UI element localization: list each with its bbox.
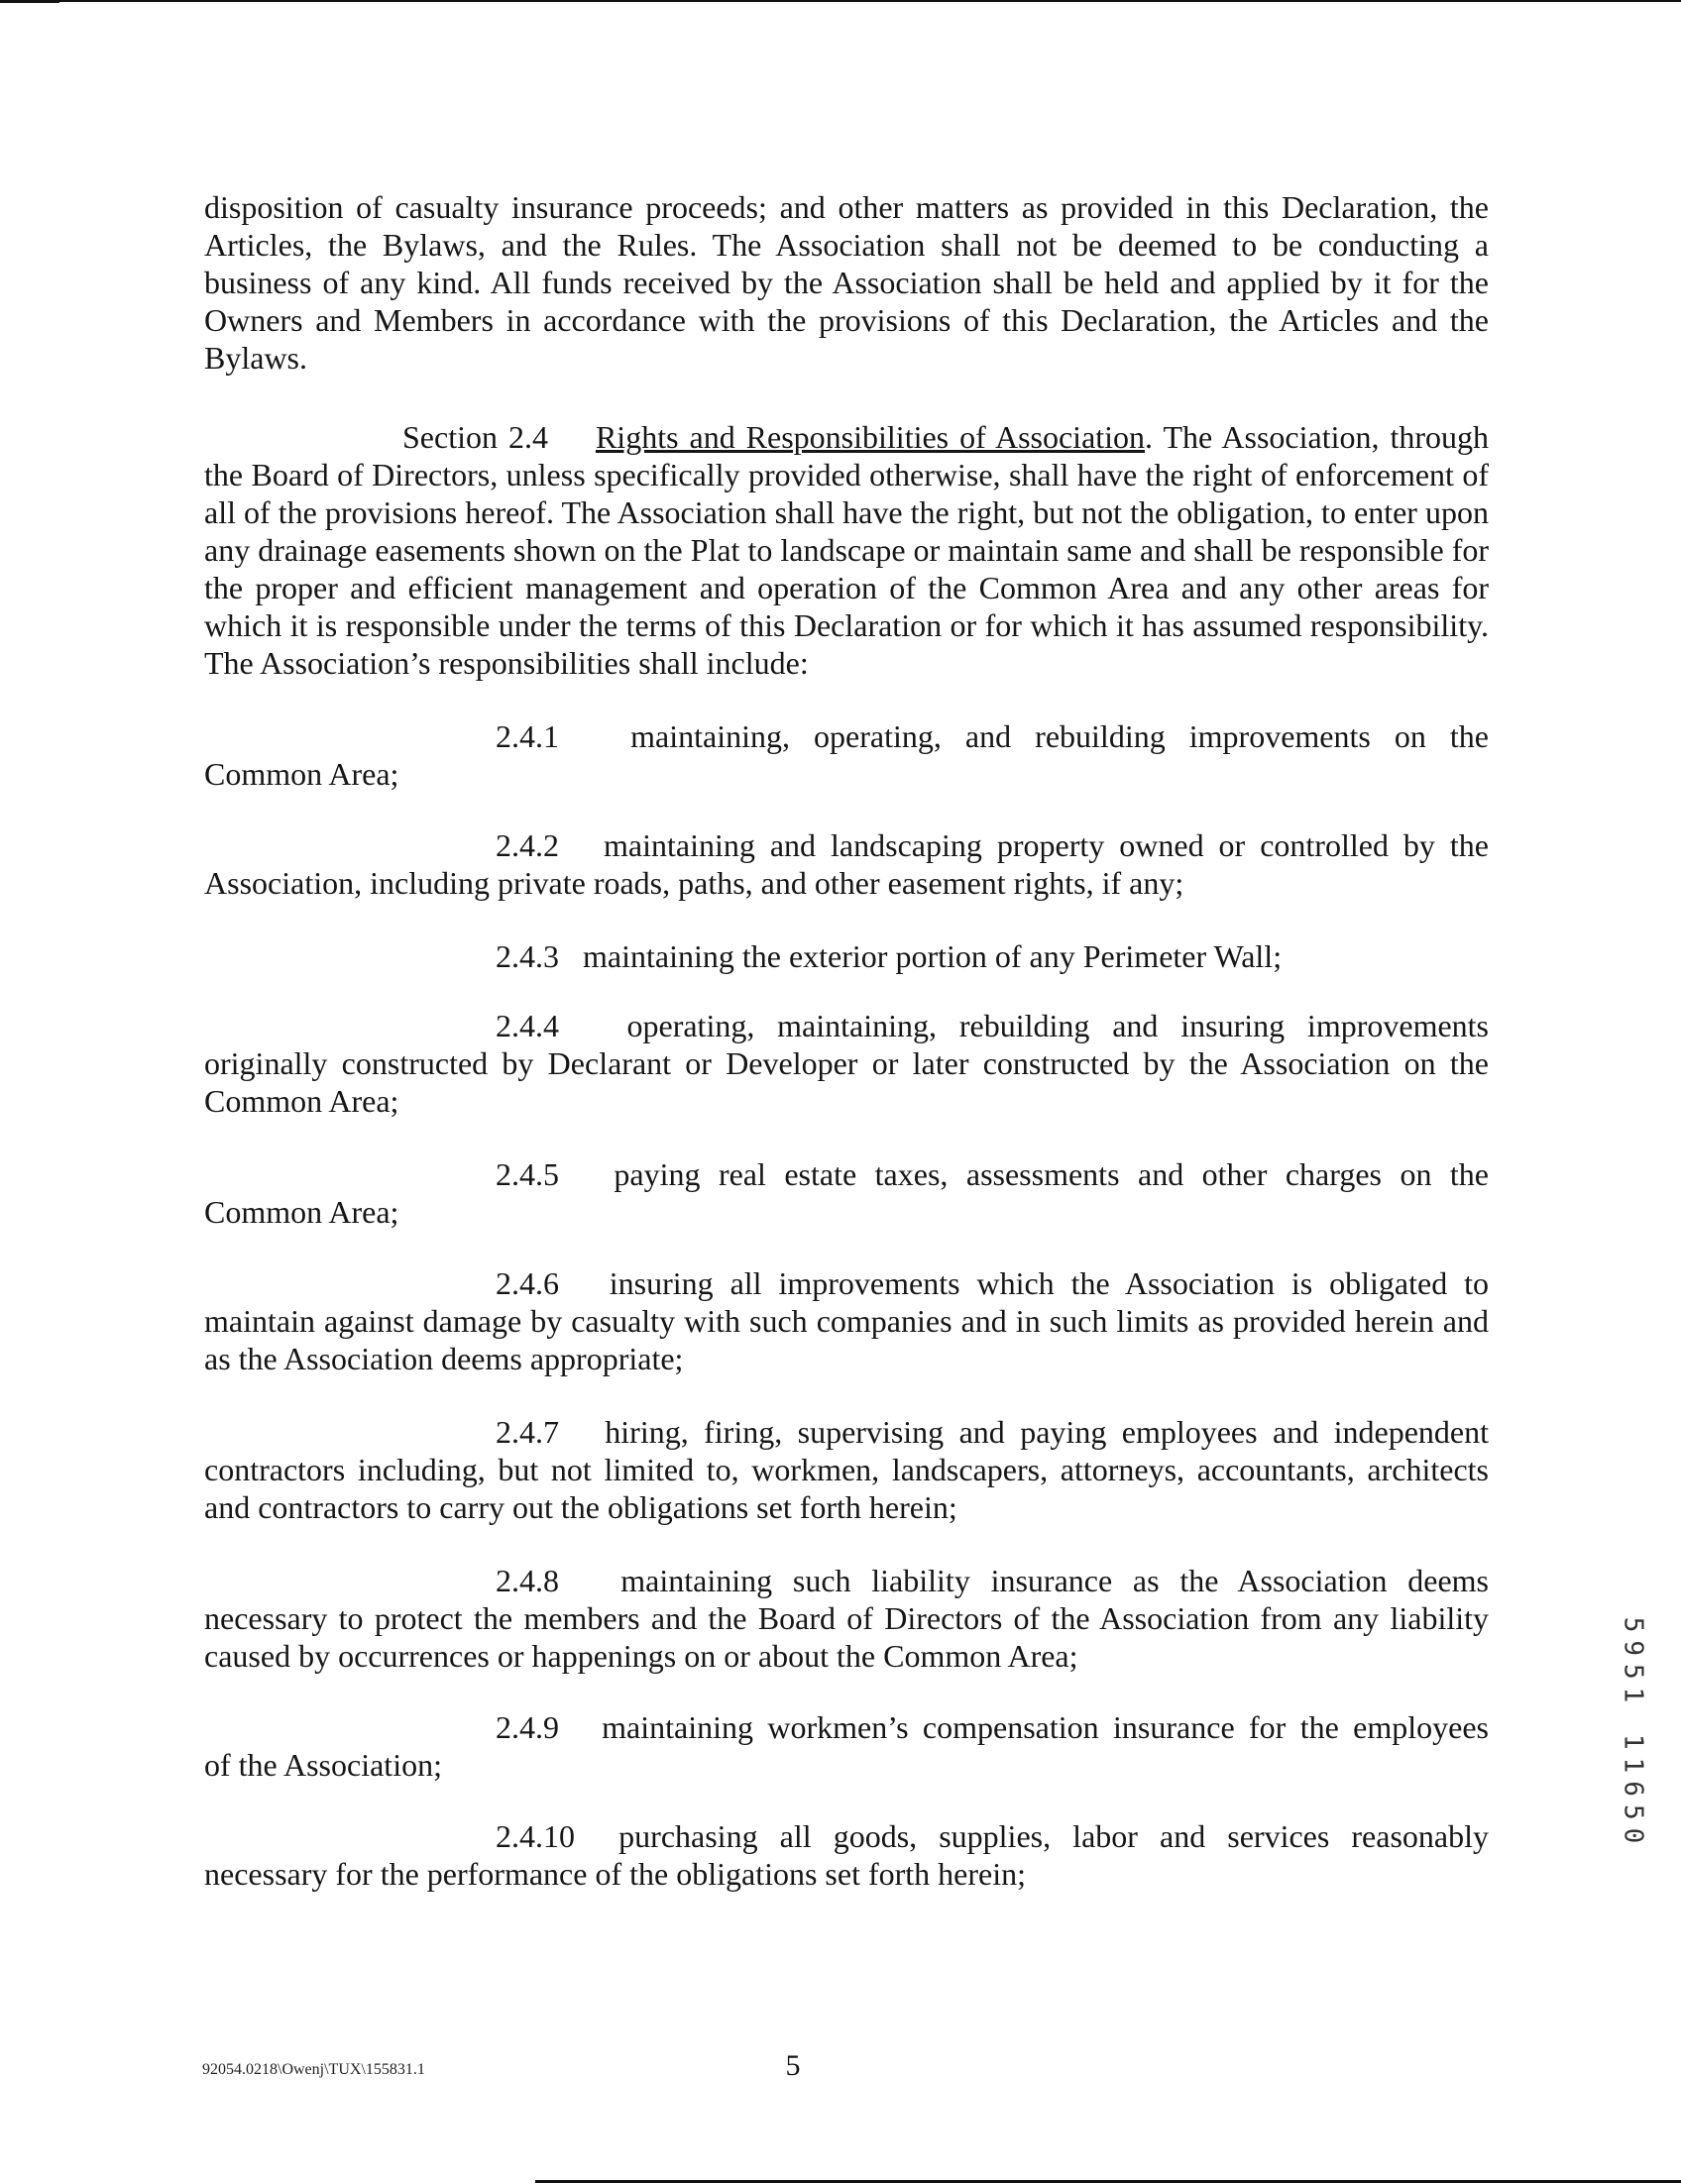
list-item [204,1264,1489,1377]
item-number: 2.4.2 [496,827,559,863]
scan-bottom-edge [535,2180,1681,2183]
list-item [204,1562,1489,1675]
item-first-line [204,1264,1489,1302]
item-continuation: necessary to protect the members and the Board of Directors of the Association from any liability caused by occurrences or happenings on or about the Common Area; [204,1600,1489,1674]
item-first-line [204,1562,1489,1599]
item-text: maintaining such liability insurance as the Association deems [620,1563,1489,1598]
item-number: 2.4.6 [496,1265,559,1301]
item-text: hiring, firing, supervising and paying employees and independent [605,1414,1490,1450]
item-first-line [204,1817,1489,1855]
item-first-line [204,937,1489,975]
item-first-line [204,717,1489,755]
list-item [204,1817,1489,1893]
item-continuation: of the Association; [204,1747,442,1783]
scan-top-edge [0,0,1681,2]
item-text: operating, maintaining, rebuilding and insuring improvements [626,1008,1490,1043]
continuation-paragraph: disposition of casualty insurance proceeds; and other matters as provided in this Declaration, the Articles, the Bylaws, and the Rules. The Association shall not be deemed to be conducting a business of any kind. All funds received by the Association shall be held and applied by it for the Owners and Members in accordance with the provisions of this Declaration, the Articles and the Bylaws. [204,189,1489,376]
item-text: maintaining the exterior portion of any Perimeter Wall; [583,938,1283,974]
item-continuation: Association, including private roads, paths, and other easement rights, if any; [204,865,1184,901]
list-item [204,1413,1489,1526]
item-text: maintaining and landscaping property owned or controlled by the [603,827,1490,863]
item-number: 2.4.3 [496,938,559,974]
page-number: 5 [785,2049,801,2082]
list-item [204,1155,1489,1231]
item-text: purchasing all goods, supplies, labor and services reasonably [618,1818,1490,1854]
recording-stamp [1618,1566,1648,1903]
list-item [204,937,1489,975]
item-continuation: Common Area; [204,756,399,792]
item-number: 2.4.8 [496,1563,559,1598]
item-first-line [204,1413,1489,1451]
item-continuation: Common Area; [204,1194,399,1230]
continuation-paragraph-block [204,188,1489,377]
item-text: paying real estate taxes, assessments and other charges on the [614,1156,1490,1192]
item-continuation: necessary for the performance of the obligations set forth herein; [204,1856,1027,1892]
item-number: 2.4.10 [496,1818,575,1854]
list-item [204,1007,1489,1120]
item-first-line [204,1155,1489,1193]
section-body: . The Association, through the Board of Directors, unless specifically provided otherwise, shall have the right of enforcement of all of the provisions hereof. The Association shall have the right, but not the obligation, to enter upon any drainage easements shown on the Plat to landscape or maintain same and shall be responsible for the proper and efficient management and operation of the Common Area and any other areas for which it is responsible under the terms of this Declaration or for which it has assumed responsibility. The Association’s responsibilities shall include: [204,419,1489,681]
item-first-line [204,1007,1489,1044]
section-label: Section 2.4 [402,419,548,455]
section-2-4-block [204,418,1489,682]
item-number: 2.4.4 [496,1008,559,1043]
list-item [204,1708,1489,1784]
item-text: insuring all improvements which the Association is obligated to [609,1265,1490,1301]
section-title: Rights and Responsibilities of Association [595,419,1146,455]
item-number: 2.4.9 [496,1709,559,1745]
item-continuation: maintain against damage by casualty with such companies and in such limits as provided herein and as the Association deems appropriate; [204,1303,1489,1376]
item-number: 2.4.1 [496,718,559,754]
item-continuation: contractors including, but not limited to, workmen, landscapers, attorneys, accountants, architects and contractors to carry out the obligations set forth herein; [204,1452,1489,1525]
item-number: 2.4.7 [496,1414,559,1450]
item-first-line [204,1708,1489,1746]
item-text: maintaining workmen’s compensation insurance for the employees [602,1709,1490,1745]
item-continuation: originally constructed by Declarant or Developer or later constructed by the Association on the Common Area; [204,1045,1489,1119]
document-id: 92054.0218\Owenj\TUX\155831.1 [202,2061,425,2078]
item-first-line [204,826,1489,864]
list-item [204,717,1489,793]
item-number: 2.4.5 [496,1156,559,1192]
list-item [204,826,1489,902]
section-2-4-paragraph [204,418,1489,682]
scan-top-edge-mark [0,0,59,3]
item-text: maintaining, operating, and rebuilding improvements on the [630,718,1490,754]
recording-stamp-text: 5951 11650 [1618,1616,1648,1852]
